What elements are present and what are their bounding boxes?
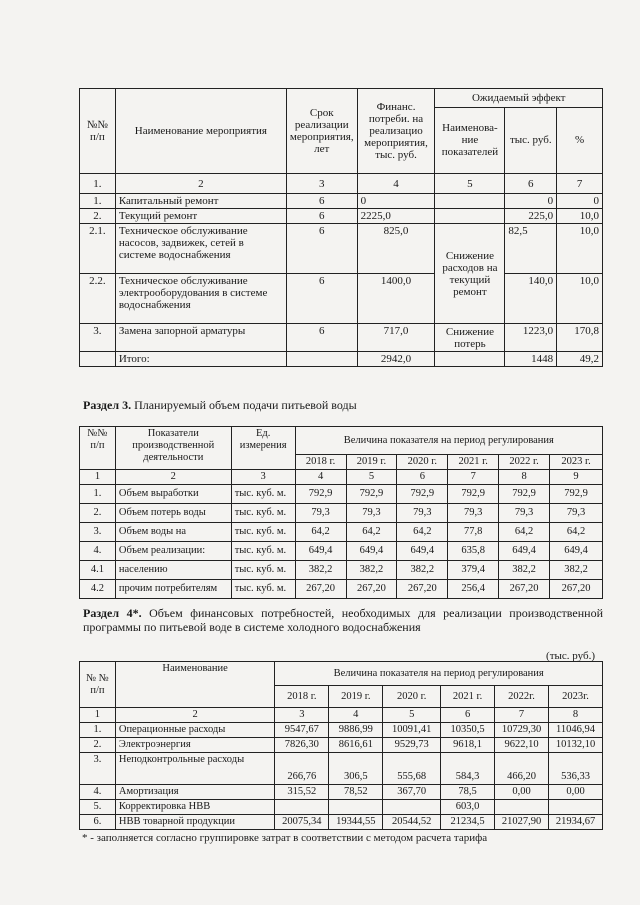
row-num: 4. — [80, 785, 116, 800]
row-num: 4.2 — [80, 580, 116, 599]
value-cell: 555,68 — [383, 753, 441, 785]
value-cell: 7826,30 — [275, 738, 329, 753]
row-num: 2. — [80, 209, 116, 224]
value-cell: 649,4 — [550, 542, 603, 561]
row-num: 1. — [80, 485, 116, 504]
year-header: 2022г. — [495, 686, 549, 708]
value-cell: 64,2 — [346, 523, 397, 542]
section-4-number: Раздел 4*. — [83, 606, 142, 620]
value-cell: 64,2 — [550, 523, 603, 542]
row-name: населению — [115, 561, 231, 580]
row-name: Амортизация — [115, 785, 275, 800]
value-cell: 78,52 — [329, 785, 383, 800]
table-row — [80, 174, 603, 194]
table-row — [80, 738, 603, 753]
value-cell: 9547,67 — [275, 723, 329, 738]
col-pct-header: % — [557, 107, 603, 173]
value-cell: 21027,90 — [495, 815, 549, 830]
value-cell: 79,3 — [295, 504, 346, 523]
row-num: 1. — [80, 194, 116, 209]
value-cell: 9618,1 — [441, 738, 495, 753]
row-pct: 0 — [557, 194, 603, 209]
value-cell: 20075,34 — [275, 815, 329, 830]
value-cell: 792,9 — [499, 485, 550, 504]
section-4-title: Объем финансовых потребностей, необходимых для реализации производственной программы по питьевой воде в системе холодного водоснабжения — [83, 606, 603, 634]
value-cell: 466,20 — [495, 753, 549, 785]
row-pct: 10,0 — [557, 224, 603, 274]
col-period-header: Величина показателя на период регулирования — [275, 662, 603, 686]
year-header: 2018 г. — [275, 686, 329, 708]
value-cell: 21234,5 — [441, 815, 495, 830]
value-cell: 10091,41 — [383, 723, 441, 738]
row-name: Объем выработки — [115, 485, 231, 504]
index-cell: 8 — [549, 708, 603, 723]
row-name: Объем реализации: — [115, 542, 231, 561]
value-cell: 792,9 — [448, 485, 499, 504]
index-cell: 6 — [441, 708, 495, 723]
table-row — [80, 224, 603, 274]
finance-table — [79, 661, 603, 830]
value-cell: 79,3 — [448, 504, 499, 523]
index-cell: 7 — [448, 470, 499, 485]
row-rub: 1223,0 — [505, 324, 557, 352]
table-row — [80, 485, 603, 504]
table-row — [80, 209, 603, 224]
value-cell — [329, 800, 383, 815]
value-cell: 256,4 — [448, 580, 499, 599]
index-cell: 4 — [357, 174, 435, 194]
value-cell: 10729,30 — [495, 723, 549, 738]
row-num: 2.2. — [80, 274, 116, 324]
col-effect-header: Ожидаемый эффект — [435, 89, 603, 108]
index-cell: 4 — [295, 470, 346, 485]
row-unit: тыс. куб. м. — [231, 580, 295, 599]
col-period-header: Величина показателя на период регулирования — [295, 427, 602, 455]
row-num: 3. — [80, 324, 116, 352]
row-name: Электроэнергия — [115, 738, 275, 753]
row-name: Замена запорной арматуры — [115, 324, 286, 352]
value-cell: 382,2 — [346, 561, 397, 580]
table-row — [80, 815, 603, 830]
empty-cell — [435, 352, 505, 367]
col-name-header: Наименование — [115, 662, 275, 708]
value-cell: 64,2 — [499, 523, 550, 542]
index-cell: 8 — [499, 470, 550, 485]
year-header: 2022 г. — [499, 455, 550, 470]
index-cell: 2 — [115, 174, 286, 194]
row-pct: 170,8 — [557, 324, 603, 352]
row-name: Техническое обслуживание насосов, задвижек, сетей в системе водоснабжения — [115, 224, 286, 274]
table-row — [80, 708, 603, 723]
value-cell: 267,20 — [295, 580, 346, 599]
value-cell: 0,00 — [549, 785, 603, 800]
row-num: 4. — [80, 542, 116, 561]
row-rub: 82,5 — [505, 224, 557, 274]
index-cell: 3 — [286, 174, 357, 194]
row-name: Капитальный ремонт — [115, 194, 286, 209]
index-cell: 6 — [397, 470, 448, 485]
value-cell: 584,3 — [441, 753, 495, 785]
year-header: 2020 г. — [383, 686, 441, 708]
value-cell: 792,9 — [295, 485, 346, 504]
row-num: 4.1 — [80, 561, 116, 580]
year-header: 2018 г. — [295, 455, 346, 470]
table-row — [80, 194, 603, 209]
section-3-title: Планируемый объем подачи питьевой воды — [131, 398, 357, 412]
footnote: * - заполняется согласно группировке затрат в соответствии с методом расчета тарифа — [82, 832, 488, 844]
table-row — [80, 561, 603, 580]
table-row — [80, 470, 603, 485]
index-cell: 1 — [80, 708, 116, 723]
col-unit-header: Ед. измерения — [231, 427, 295, 470]
index-cell: 6 — [505, 174, 557, 194]
value-cell: 315,52 — [275, 785, 329, 800]
table-row — [80, 800, 603, 815]
row-fin: 1400,0 — [357, 274, 435, 324]
row-num: 1. — [80, 723, 116, 738]
year-header: 2019 г. — [346, 455, 397, 470]
total-label: Итого: — [115, 352, 286, 367]
value-cell: 649,4 — [346, 542, 397, 561]
measures-table — [79, 88, 603, 367]
value-cell — [383, 800, 441, 815]
row-rub: 0 — [505, 194, 557, 209]
total-fin: 2942,0 — [357, 352, 435, 367]
value-cell: 64,2 — [397, 523, 448, 542]
value-cell: 20544,52 — [383, 815, 441, 830]
year-header: 2023 г. — [550, 455, 603, 470]
row-term: 6 — [286, 194, 357, 209]
row-num: 2.1. — [80, 224, 116, 274]
total-pct: 49,2 — [557, 352, 603, 367]
row-pct: 10,0 — [557, 209, 603, 224]
row-unit: тыс. куб. м. — [231, 542, 295, 561]
value-cell: 9529,73 — [383, 738, 441, 753]
value-cell: 267,20 — [346, 580, 397, 599]
value-cell: 649,4 — [499, 542, 550, 561]
index-cell: 2 — [115, 708, 275, 723]
row-pct: 10,0 — [557, 274, 603, 324]
table-row — [80, 580, 603, 599]
table-row — [80, 504, 603, 523]
row-name: Объем потерь воды — [115, 504, 231, 523]
value-cell: 536,33 — [549, 753, 603, 785]
value-cell: 649,4 — [397, 542, 448, 561]
value-cell: 649,4 — [295, 542, 346, 561]
row-unit: тыс. куб. м. — [231, 561, 295, 580]
row-name: Неподконтрольные расходы — [115, 753, 275, 785]
value-cell: 10132,10 — [549, 738, 603, 753]
row-fin: 825,0 — [357, 224, 435, 274]
value-cell: 77,8 — [448, 523, 499, 542]
row-name: Техническое обслуживание электрооборудования в системе водоснабжения — [115, 274, 286, 324]
total-rub: 1448 — [505, 352, 557, 367]
col-num-header: №№ п/п — [80, 427, 116, 470]
value-cell: 792,9 — [550, 485, 603, 504]
row-term: 6 — [286, 224, 357, 274]
section-3-heading — [83, 398, 357, 412]
row-unit: тыс. куб. м. — [231, 523, 295, 542]
value-cell: 11046,94 — [549, 723, 603, 738]
index-cell: 9 — [550, 470, 603, 485]
section-4-heading — [83, 606, 603, 634]
row-fin: 717,0 — [357, 324, 435, 352]
col-num-header: №№ п/п — [80, 89, 116, 174]
index-cell: 5 — [383, 708, 441, 723]
empty-cell — [80, 352, 116, 367]
row-num: 5. — [80, 800, 116, 815]
units-label: (тыс. руб.) — [546, 650, 595, 662]
index-cell: 3 — [231, 470, 295, 485]
merged-indicator-cell: Снижение потерь — [435, 324, 505, 352]
table-row — [80, 723, 603, 738]
row-name: Операционные расходы — [115, 723, 275, 738]
col-indicator-header: Наименова- ние показателей — [435, 107, 505, 173]
row-term: 6 — [286, 274, 357, 324]
value-cell: 64,2 — [295, 523, 346, 542]
col-num-header: № № п/п — [80, 662, 116, 708]
row-indicator — [435, 194, 505, 209]
value-cell: 78,5 — [441, 785, 495, 800]
row-num: 3. — [80, 523, 116, 542]
merged-indicator-cell: Снижение расходов на текущий ремонт — [435, 224, 505, 324]
value-cell: 267,20 — [550, 580, 603, 599]
row-term: 6 — [286, 209, 357, 224]
index-cell: 3 — [275, 708, 329, 723]
table-row — [80, 523, 603, 542]
row-rub: 225,0 — [505, 209, 557, 224]
row-name: НВВ товарной продукции — [115, 815, 275, 830]
value-cell: 382,2 — [397, 561, 448, 580]
row-num: 3. — [80, 753, 116, 785]
value-cell: 792,9 — [346, 485, 397, 504]
value-cell: 306,5 — [329, 753, 383, 785]
row-unit: тыс. куб. м. — [231, 504, 295, 523]
col-rub-header: тыс. руб. — [505, 107, 557, 173]
row-num: 6. — [80, 815, 116, 830]
index-cell: 7 — [557, 174, 603, 194]
col-name-header: Показатели производственной деятельности — [115, 427, 231, 470]
table-row — [80, 542, 603, 561]
value-cell: 21934,67 — [549, 815, 603, 830]
value-cell — [549, 800, 603, 815]
value-cell: 8616,61 — [329, 738, 383, 753]
value-cell: 792,9 — [397, 485, 448, 504]
row-term: 6 — [286, 324, 357, 352]
value-cell: 79,3 — [550, 504, 603, 523]
table-row — [80, 274, 603, 324]
index-cell: 5 — [346, 470, 397, 485]
year-header: 2021 г. — [448, 455, 499, 470]
value-cell: 9622,10 — [495, 738, 549, 753]
row-num: 2. — [80, 504, 116, 523]
value-cell: 266,76 — [275, 753, 329, 785]
col-fin-header: Финанс. потреби. на реализацио мероприятия, тыс. руб. — [357, 89, 435, 174]
value-cell: 635,8 — [448, 542, 499, 561]
row-num: 2. — [80, 738, 116, 753]
value-cell: 267,20 — [499, 580, 550, 599]
index-cell: 1 — [80, 470, 116, 485]
value-cell — [495, 800, 549, 815]
index-cell: 2 — [115, 470, 231, 485]
row-name: Объем воды на — [115, 523, 231, 542]
value-cell — [275, 800, 329, 815]
table-row — [80, 753, 603, 785]
value-cell: 603,0 — [441, 800, 495, 815]
row-name: прочим потребителям — [115, 580, 231, 599]
col-term-header: Срок реализации мероприятия, лет — [286, 89, 357, 174]
index-cell: 1. — [80, 174, 116, 194]
section-3-number: Раздел 3. — [83, 398, 132, 412]
empty-cell — [286, 352, 357, 367]
value-cell: 79,3 — [346, 504, 397, 523]
value-cell: 382,2 — [295, 561, 346, 580]
year-header: 2019 г. — [329, 686, 383, 708]
year-header: 2021 г. — [441, 686, 495, 708]
value-cell: 19344,55 — [329, 815, 383, 830]
table-row — [80, 324, 603, 352]
value-cell: 367,70 — [383, 785, 441, 800]
row-fin: 2225,0 — [357, 209, 435, 224]
value-cell: 79,3 — [397, 504, 448, 523]
row-name: Текущий ремонт — [115, 209, 286, 224]
col-name-header: Наименование мероприятия — [115, 89, 286, 174]
value-cell: 382,2 — [550, 561, 603, 580]
index-cell: 7 — [495, 708, 549, 723]
row-rub: 140,0 — [505, 274, 557, 324]
row-indicator — [435, 209, 505, 224]
index-cell: 4 — [329, 708, 383, 723]
index-cell: 5 — [435, 174, 505, 194]
water-supply-table — [79, 426, 603, 599]
value-cell: 382,2 — [499, 561, 550, 580]
value-cell: 379,4 — [448, 561, 499, 580]
value-cell: 9886,99 — [329, 723, 383, 738]
value-cell: 267,20 — [397, 580, 448, 599]
table-row — [80, 785, 603, 800]
value-cell: 0,00 — [495, 785, 549, 800]
row-name: Корректировка НВВ — [115, 800, 275, 815]
year-header: 2023г. — [549, 686, 603, 708]
value-cell: 79,3 — [499, 504, 550, 523]
value-cell: 10350,5 — [441, 723, 495, 738]
year-header: 2020 г. — [397, 455, 448, 470]
row-fin: 0 — [357, 194, 435, 209]
row-unit: тыс. куб. м. — [231, 485, 295, 504]
table-row-total — [80, 352, 603, 367]
